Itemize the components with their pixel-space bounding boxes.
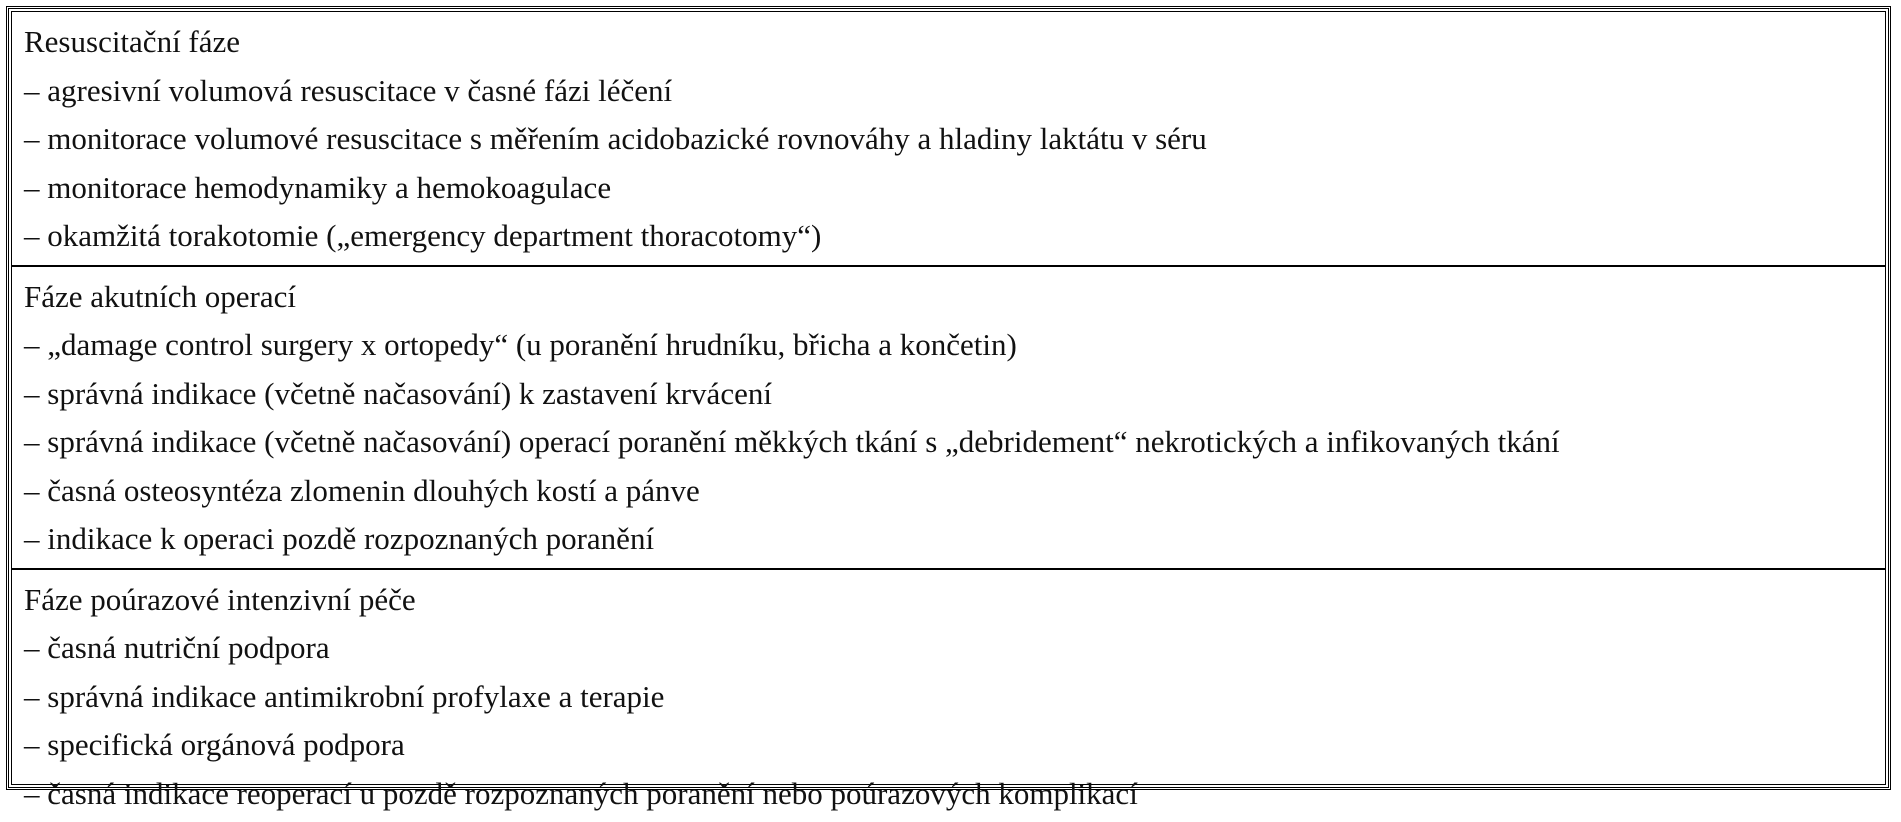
list-item: – agresivní volumová resuscitace v časné fázi léčení [24, 67, 1885, 116]
list-item: – okamžitá torakotomie („emergency department thoracotomy“) [24, 212, 1885, 261]
list-item: – správná indikace (včetně načasování) k zastavení krvácení [24, 370, 1885, 419]
section-heading: Resuscitační fáze [24, 18, 1885, 67]
list-item: – správná indikace antimikrobní profylaxe a terapie [24, 673, 1885, 722]
section-resuscitation [12, 12, 1885, 265]
list-item: – časná indikace reoperací u pozdě rozpoznaných poranění nebo poúrazových komplikací [24, 770, 1885, 819]
list-item: – monitorace volumové resuscitace s měřením acidobazické rovnováhy a hladiny laktátu v séru [24, 115, 1885, 164]
list-item: – specifická orgánová podpora [24, 721, 1885, 770]
section-heading: Fáze poúrazové intenzivní péče [24, 576, 1885, 625]
list-item: – časná nutriční podpora [24, 624, 1885, 673]
list-item: – „damage control surgery x ortopedy“ (u poranění hrudníku, břicha a končetin) [24, 321, 1885, 370]
section-intensive-care [12, 568, 1885, 822]
list-item: – indikace k operaci pozdě rozpoznaných poranění [24, 515, 1885, 564]
section-heading: Fáze akutních operací [24, 273, 1885, 322]
list-item: – časná osteosyntéza zlomenin dlouhých kostí a pánve [24, 467, 1885, 516]
section-acute-operations [12, 265, 1885, 568]
table-frame [6, 6, 1891, 790]
list-item: – správná indikace (včetně načasování) operací poranění měkkých tkání s „debridement“ nekrotických a infikovaných tkání [24, 418, 1885, 467]
list-item: – monitorace hemodynamiky a hemokoagulace [24, 164, 1885, 213]
table-body [11, 11, 1886, 785]
